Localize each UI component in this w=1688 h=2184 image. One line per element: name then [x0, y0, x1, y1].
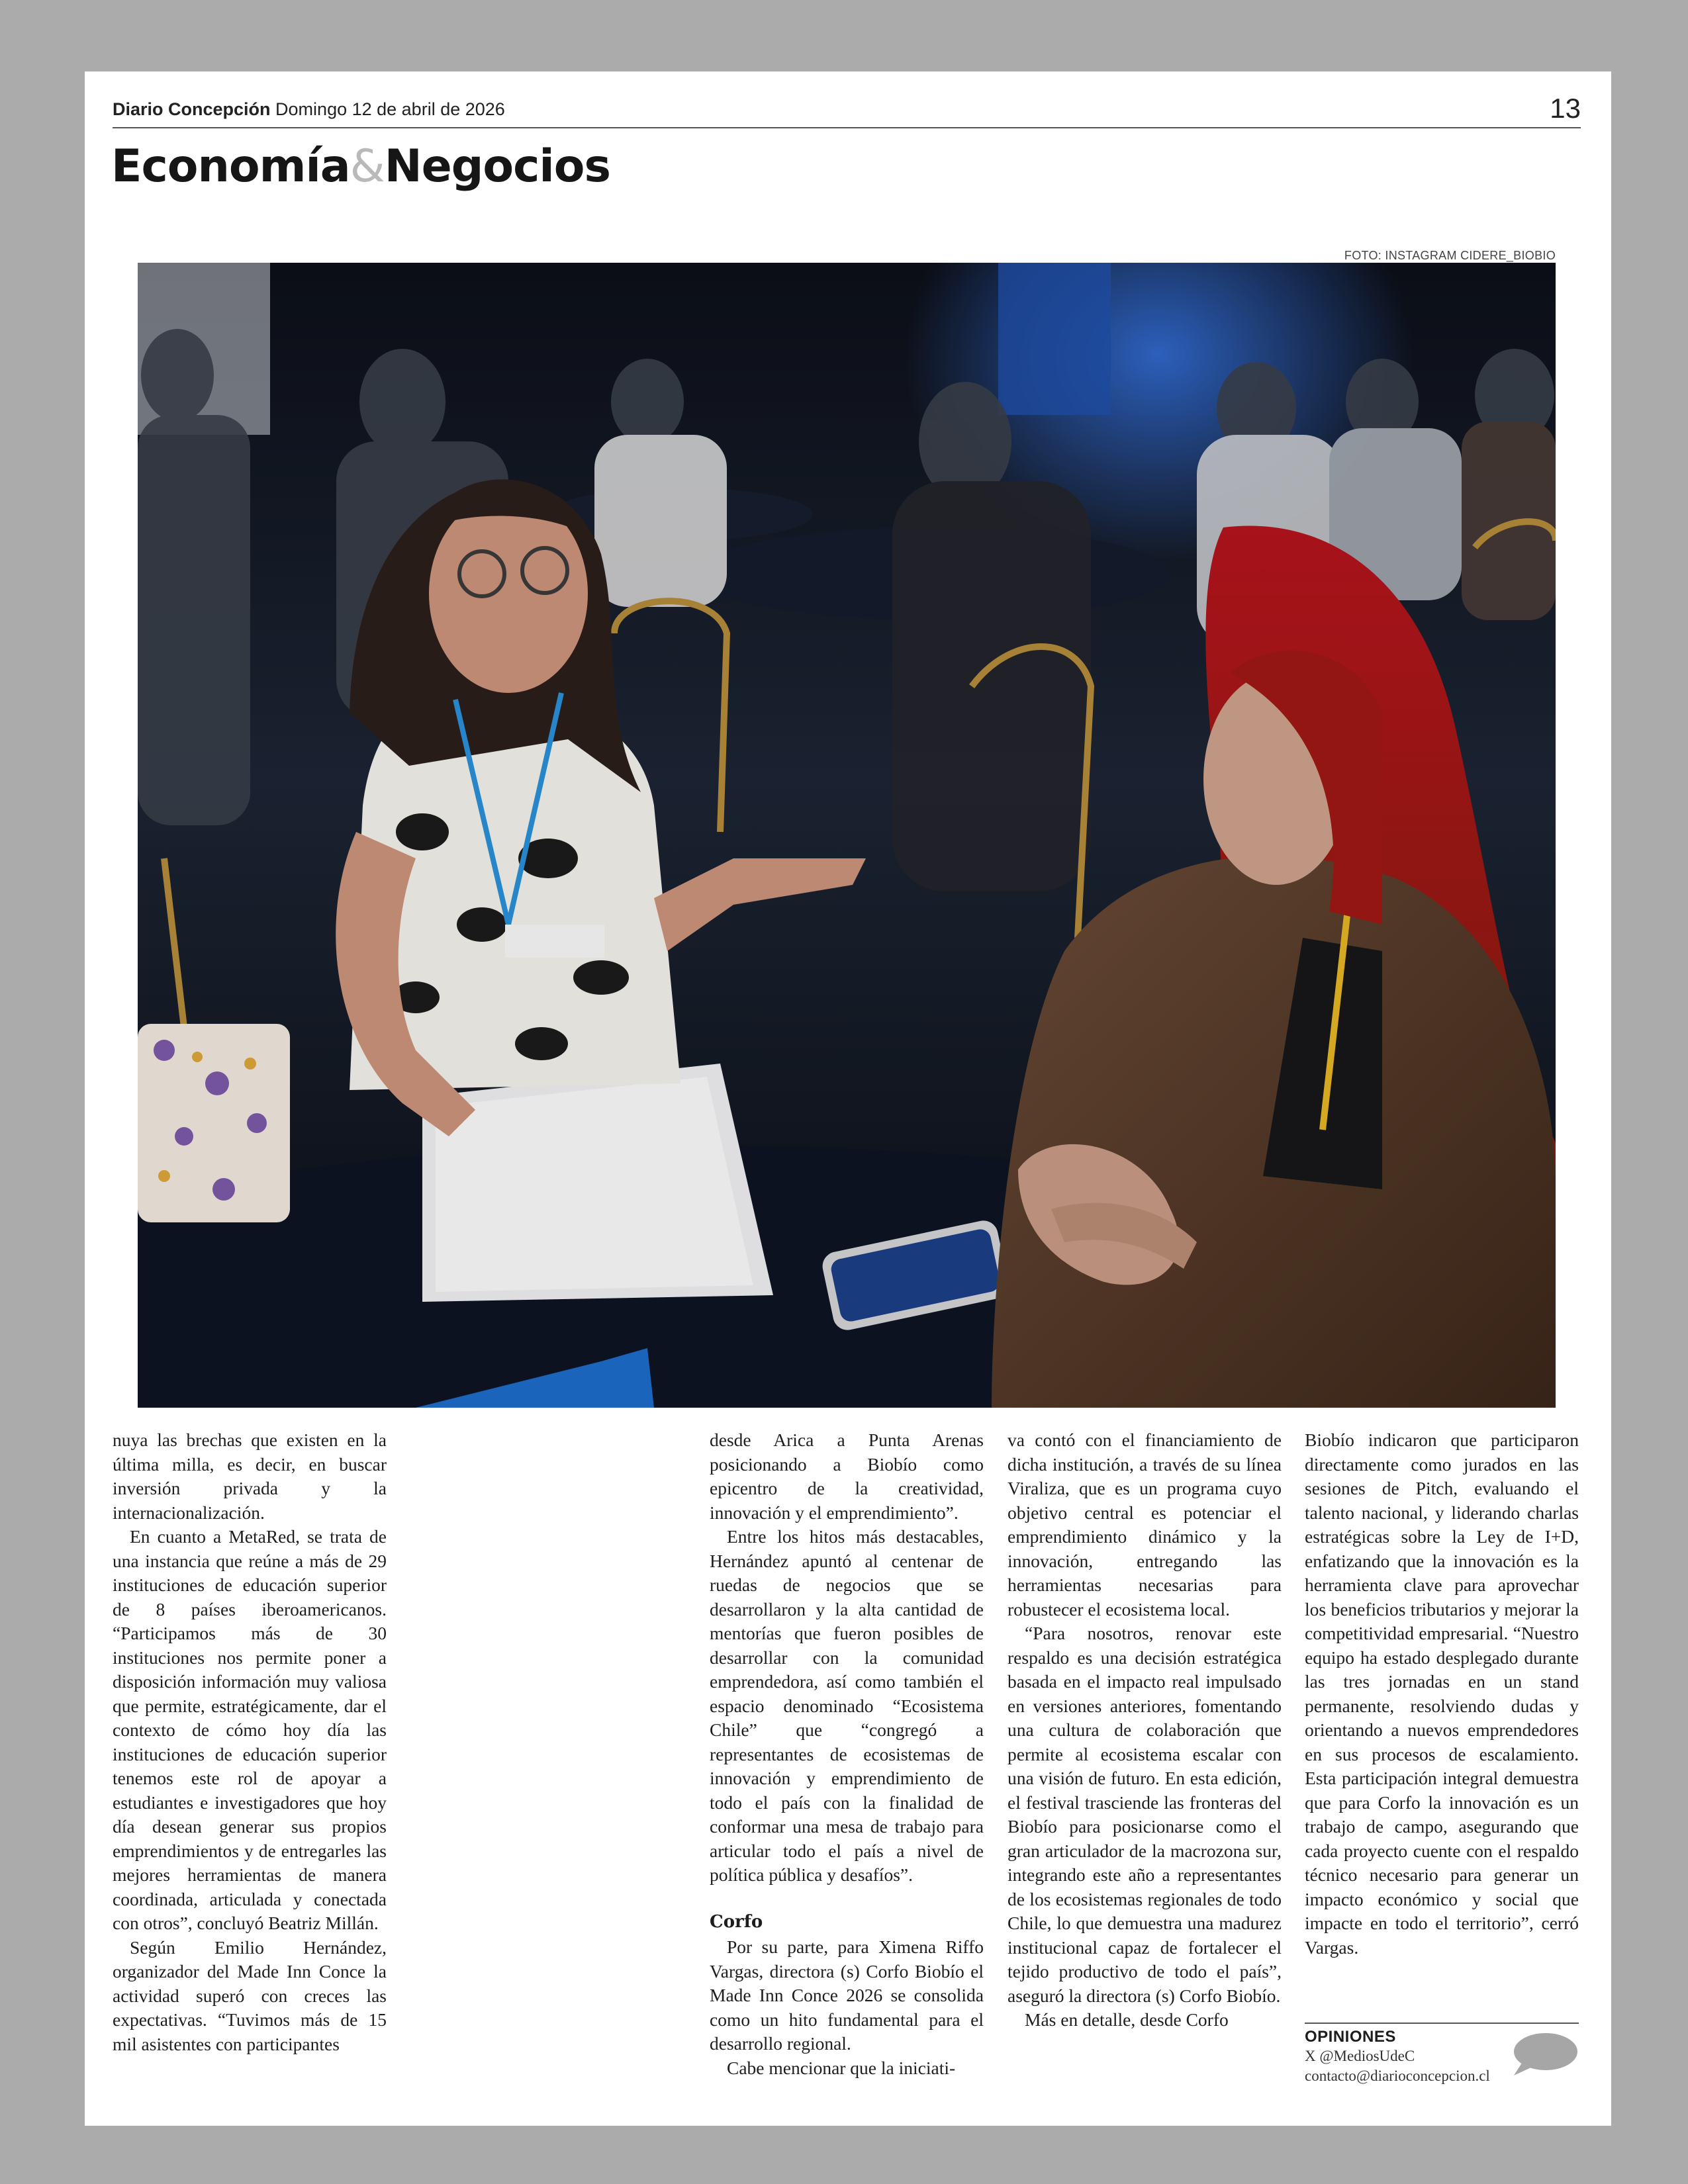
section-title — [111, 140, 610, 193]
paragraph: Por su parte, para Ximena Riffo Vargas, directora (s) Corfo Biobío el Made Inn Conce 2026 se consolida como un hito fundamental para el desarrollo regional. — [710, 1936, 984, 2054]
photo-credit: FOTO: INSTAGRAM CIDERE_BIOBIO — [1344, 249, 1556, 262]
paragraph: Entre los hitos más destacables, Hernández apuntó al centenar de ruedas de negocios que se desarrollaron y la alta cantidad de mentorías que fueron posibles de desarrollar con la comunidad emprendedora, así como también el espacio denominado “Ecosistema Chile” que “congregó a representantes de ecosistemas de innovación y emprendimiento de todo el país con la finalidad de conformar una mesa de trabajo para articular todo el país a nivel de política pública y desafíos”. — [710, 1526, 984, 1885]
paragraph: Según Emilio Hernández, organizador del Made Inn Conce la actividad superó con creces las expectativas. “Tuvimos más de 15 mil asistentes con participantes — [113, 1936, 387, 2054]
header-rule — [113, 127, 1581, 128]
paper-name: Diario Concepción — [113, 99, 271, 119]
paragraph: Biobío indicaron que participaron directamente como jurados en las sesiones de Pitch, evaluando el talento nacional, y liderando charlas estratégicas sobre la Ley de I+D, enfatizando que la innovación es la herramienta clave para aprovechar los beneficios tributarios y mejorar la competitividad empresarial. “Nuestro equipo ha estado desplegado durante las tres jornadas en un stand permanente, resolviendo dudas y orientando a nuevos emprendedores en sus procesos de escalamiento. Esta participación integral demuestra que para Corfo la innovación es un trabajo de campo, asegurando que cada proyecto cuente con el respaldo técnico necesario para generar un impacto económico y social que impacte en todo el territorio”, cerró Vargas. — [1305, 1430, 1579, 1958]
article-photo — [138, 263, 1556, 1408]
section-title-left: Economía — [111, 140, 350, 193]
subheading-corfo: Corfo — [710, 1911, 763, 1932]
paragraph: En cuanto a MetaRed, se trata de una instancia que reúne a más de 29 instituciones de educación superior de 8 países iberoamericanos. “Participamos más de 30 instituciones nos permite poner a disposición información muy valiosa que permite, estratégicamente, dar el contexto de cómo hoy día las instituciones de educación superior tenemos este rol de apoyar a estudiantes e investigadores que hoy día desean generar sus propios emprendimientos y de entregarles las mejores herramientas de manera coordinada, articulada y conectada con otros”, concluyó Beatriz Millán. — [113, 1526, 387, 1933]
article-column-1 — [113, 1428, 387, 2056]
paragraph: desde Arica a Punta Arenas posicionando a Biobío como epicentro de la creatividad, innovación y el emprendimiento”. — [710, 1430, 984, 1523]
opinions-social-handle[interactable]: X @MediosUdeC — [1305, 2048, 1415, 2064]
page-number: 13 — [1550, 93, 1581, 124]
paragraph: Más en detalle, desde Corfo — [1025, 2009, 1229, 2030]
article-column-2 — [710, 1428, 984, 2080]
photo-illustration — [138, 263, 1556, 1408]
paragraph: nuya las brechas que existen en la última milla, es decir, en buscar inversión privada y la internacionalización. — [113, 1430, 387, 1523]
newspaper-page — [85, 71, 1611, 2126]
opinions-title: OPINIONES — [1305, 2028, 1396, 2046]
issue-date: Domingo 12 de abril de 2026 — [275, 99, 505, 119]
header-masthead — [113, 99, 505, 120]
opinions-box — [1305, 2023, 1579, 2086]
paragraph: “Para nosotros, renovar este respaldo es una decisión estratégica basada en el impacto real impulsado en versiones anteriores, fomentando una cultura de colaboración que permite al ecosistema escalar con una visión de futuro. En esta edición, el festival trasciende las fronteras del Biobío para posicionarse como el gran articulador de la macrozona sur, integrando este año a representantes de los ecosistemas regionales de todo Chile, lo que demuestra una madurez institucional capaz de fortalecer el tejido productivo de todo el país”, aseguró la directora (s) Corfo Biobío. — [1008, 1623, 1282, 2006]
speech-bubble-icon — [1507, 2032, 1579, 2083]
paragraph: Cabe mencionar que la iniciati- — [727, 2057, 956, 2078]
article-column-3 — [1008, 1428, 1282, 2032]
paragraph: va contó con el financiamiento de dicha institución, a través de su línea Viraliza, que es un programa cuyo objetivo central es potenciar el emprendimiento dinámico y la innovación, entregando las herramientas necesarias para robustecer el ecosistema local. — [1008, 1430, 1282, 1619]
opinions-email[interactable]: contacto@diarioconcepcion.cl — [1305, 2068, 1490, 2084]
article-column-4 — [1305, 1428, 1579, 1960]
section-title-amp: & — [350, 140, 385, 193]
section-title-right: Negocios — [384, 140, 610, 193]
